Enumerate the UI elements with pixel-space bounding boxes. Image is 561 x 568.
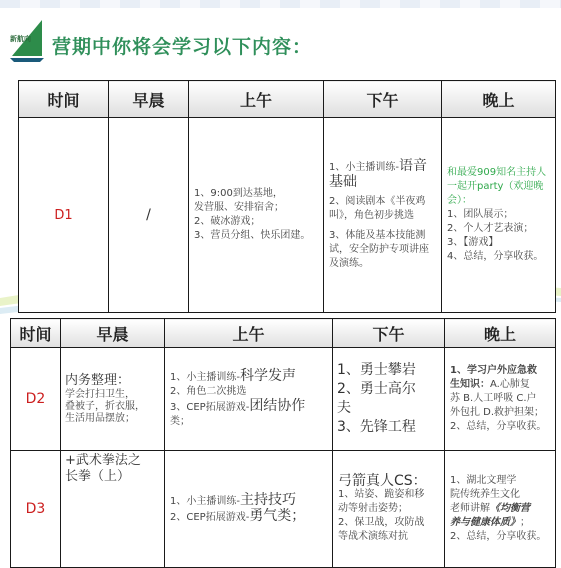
header-morning: 早晨	[109, 81, 189, 118]
forenoon-line: 1、小主播训练-	[170, 372, 240, 383]
afternoon-line: 3、体能及基本技能测	[329, 230, 426, 241]
table-row	[11, 451, 556, 568]
header-forenoon: 上午	[189, 81, 324, 118]
evening-line: 苏 B.人工呼吸 C.户	[450, 393, 537, 404]
evening-line: 1、学习户外应急救	[450, 365, 537, 376]
morning-cell: /	[109, 118, 189, 313]
table-header-row	[11, 319, 556, 348]
afternoon-title: 弓箭真人CS：	[338, 473, 427, 489]
page-title: 营期中你将会学习以下内容：	[52, 36, 313, 58]
evening-line: 3、【游戏】	[447, 237, 499, 248]
table-row	[11, 348, 556, 451]
forenoon-highlight: 勇气类；	[249, 508, 306, 524]
morning-line: 长拳（上）	[65, 469, 131, 484]
afternoon-cell	[333, 451, 445, 568]
evening-line: 1、团队展示；	[447, 209, 514, 220]
evening-cell	[445, 451, 556, 568]
afternoon-line: 动等射击姿势；	[338, 503, 408, 514]
forenoon-highlight: 主持技巧	[239, 492, 296, 508]
table-header-row	[19, 81, 556, 118]
morning-line: +武术拳法之	[65, 453, 141, 468]
forenoon-line: 3、营员分组、快乐团建。	[194, 230, 311, 241]
evening-cell	[445, 348, 556, 451]
forenoon-cell	[189, 118, 324, 313]
schedule-table-day1	[18, 80, 556, 313]
evening-line: 4、总结，分享收获。	[447, 251, 544, 262]
header-evening: 晚上	[445, 319, 556, 348]
schedule-table-day2-3	[10, 318, 556, 568]
evening-line: 老师讲解	[450, 503, 490, 514]
evening-line: A.心肺复	[490, 379, 530, 390]
morning-cell	[61, 451, 165, 568]
forenoon-cell	[165, 348, 333, 451]
afternoon-line: 2、勇士高尔	[337, 381, 416, 397]
evening-cell	[442, 118, 556, 313]
evening-highlight: 会）：	[447, 195, 472, 206]
afternoon-line: 1、勇士攀岩	[337, 362, 416, 378]
forenoon-line: 3、CEP拓展游戏-	[170, 402, 250, 413]
afternoon-line: 2、保卫战，攻防战	[338, 517, 425, 528]
evening-line: 外包扎 D.救护担架；	[450, 407, 545, 418]
afternoon-highlight: 语音	[398, 158, 427, 174]
header-afternoon: 下午	[333, 319, 445, 348]
evening-line: 2、个人才艺表演；	[447, 223, 534, 234]
forenoon-highlight: 团结协作	[249, 398, 306, 414]
evening-line: 1、湖北文理学	[450, 475, 517, 486]
afternoon-line: 叫》，角色初步挑选	[329, 210, 414, 221]
logo-text: 新航向	[10, 35, 31, 43]
morning-line: 学会打扫卫生，	[65, 389, 135, 400]
afternoon-line: 及演练。	[329, 258, 369, 269]
morning-cell	[61, 348, 165, 451]
header-forenoon: 上午	[165, 319, 333, 348]
top-decor-strip	[0, 0, 561, 8]
day-label: D2	[11, 348, 61, 451]
forenoon-line: 1、9:00到达基地，	[194, 188, 283, 199]
day-label: D3	[11, 451, 61, 568]
forenoon-line: 1、小主播训练-	[170, 496, 240, 507]
evening-highlight: 一起开party（欢迎晚	[447, 181, 544, 192]
forenoon-line: 2、角色二次挑选	[170, 386, 247, 397]
evening-highlight: 养与健康体质》	[450, 517, 520, 528]
table-row	[19, 118, 556, 313]
forenoon-line: 类；	[170, 416, 190, 427]
evening-highlight: 和最爱909知名主持人	[447, 167, 547, 178]
afternoon-cell	[324, 118, 442, 313]
afternoon-line: 试，安全防护专项讲座	[329, 244, 429, 255]
evening-highlight: 《均衡营	[490, 503, 530, 514]
morning-line: 叠被子，折衣服，	[65, 401, 145, 412]
header-evening: 晚上	[442, 81, 556, 118]
forenoon-line: 2、CEP拓展游戏-	[170, 512, 250, 523]
header-time: 时间	[19, 81, 109, 118]
afternoon-line: 2、阅读剧本《半夜鸡	[329, 196, 426, 207]
evening-line: ；	[520, 517, 530, 528]
afternoon-line: 等战术演练对抗	[338, 531, 408, 542]
forenoon-line: 2、破冰游戏；	[194, 216, 261, 227]
forenoon-cell	[165, 451, 333, 568]
afternoon-line: 1、小主播训练-	[329, 162, 399, 173]
forenoon-line: 发营服、安排宿舍；	[194, 202, 284, 213]
header-time: 时间	[11, 319, 61, 348]
afternoon-line: 3、先锋工程	[337, 419, 416, 435]
header-afternoon: 下午	[324, 81, 442, 118]
forenoon-highlight: 科学发声	[239, 368, 296, 384]
header-morning: 早晨	[61, 319, 165, 348]
afternoon-cell	[333, 348, 445, 451]
day-label: D1	[19, 118, 109, 313]
evening-line: 生知识：	[450, 379, 490, 390]
evening-line: 2、总结，分享收获。	[450, 531, 547, 542]
afternoon-line: 夫	[337, 400, 351, 416]
afternoon-line: 1、站姿、跪姿和移	[338, 489, 425, 500]
evening-line: 院传统养生文化	[450, 489, 520, 500]
afternoon-highlight: 基础	[329, 174, 357, 190]
morning-line: 生活用品摆放；	[65, 413, 135, 424]
evening-line: 2、总结，分享收获。	[450, 421, 547, 432]
morning-title: 内务整理：	[65, 373, 131, 388]
